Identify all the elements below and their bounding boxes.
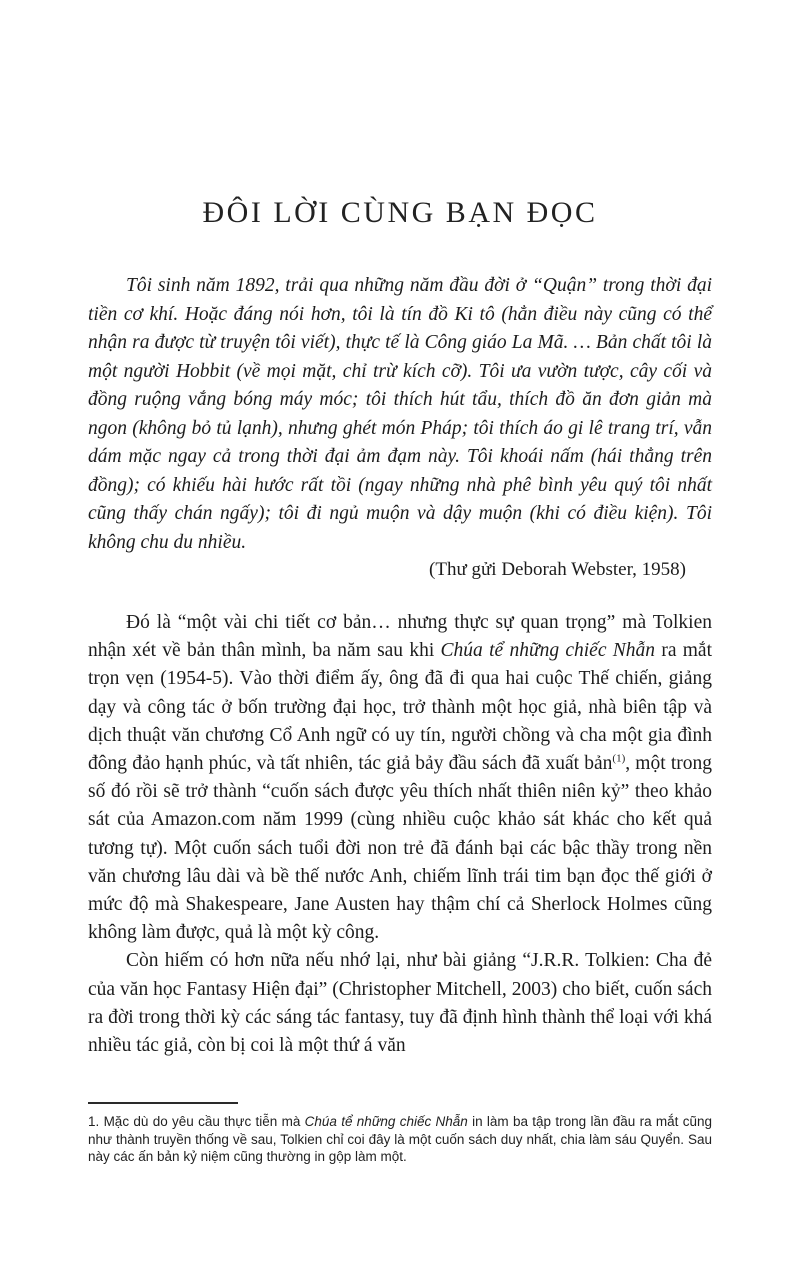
text-segment: Đó là “một vài chi tiết cơ bản… nhưng thực sự quan trọng” mà Tolkien nhận xét về bản thân mình, ba năm sau khi	[88, 612, 712, 662]
quote-paragraph	[88, 272, 712, 557]
body-paragraph-1	[88, 609, 712, 947]
text-segment: , một trong số đó rồi sẽ trở thành “cuốn sách được yêu thích nhất thiên niên kỷ” theo khảo sát của Amazon.com năm 1999 (cùng nhiều cuộc khảo sát khác cho kết quả tương tự). Một cuốn sách tuổi đời non trẻ đã đánh bại các bậc thầy trong nền văn chương lâu dài và bề thế nước Anh, chiếm lĩnh trái tim bạn đọc thế giới ở mức độ mà Shakespeare, Jane Austen hay thậm chí cả Sherlock Holmes cũng không làm được, quả là một kỳ công.	[88, 753, 713, 944]
quote-text: Tôi sinh năm 1892, trải qua những năm đầu đời ở “Quận” trong thời đại tiền cơ khí. Hoặc đáng nói hơn, tôi là tín đồ Ki tô (hẳn điều này cũng có thể nhận ra được từ truyện tôi viết), thực tế là Công giáo La Mã. … Bản chất tôi là một người Hobbit (về mọi mặt, chỉ trừ kích cỡ). Tôi ưa vườn tược, cây cối và đồng ruộng vắng bóng máy móc; tôi thích hút tẩu, thích đồ ăn đơn giản mà ngon (không bỏ tủ lạnh), nhưng ghét món Pháp; tôi thích áo gi lê trang trí, vẫn dám mặc ngay cả trong thời đại ảm đạm này. Tôi khoái nấm (hái thẳng trên đồng); có khiếu hài hước rất tồi (ngay những nhà phê bình yêu quý tôi nhất cũng thấy chán ngấy); tôi đi ngủ muộn và dậy muộn (khi có điều kiện). Tôi không chu du nhiều.	[88, 275, 712, 553]
page-title: ĐÔI LỜI CÙNG BẠN ĐỌC	[202, 196, 598, 229]
text-segment: ra mắt trọn vẹn (1954-5). Vào thời điểm ấy, ông đã đi qua hai cuộc Thế chiến, giảng dạy và công tác ở bốn trường đại học, trở thành một học giả, nhà biên tập và dịch thuật văn chương Cổ Anh ngữ có uy tín, người chồng và cha một gia đình đông đảo hạnh phúc, và tất nhiên, tác giả bảy đầu sách đã xuất bản	[88, 640, 713, 775]
text-segment: in làm ba tập trong lần đầu ra mắt cũng như thành truyền thống về sau, Tolkien chỉ coi đây là một cuốn sách duy nhất, chia làm sáu Quyển. Sau này các ấn bản kỷ niệm cũng thường in gộp làm một.	[88, 1114, 712, 1165]
body-paragraph-2	[88, 947, 712, 1060]
book-title-italic: Chúa tể những chiếc Nhẫn	[440, 640, 656, 662]
footnote-divider	[88, 1102, 238, 1104]
text-segment: Còn hiếm có hơn nữa nếu nhớ lại, như bài giảng “J.R.R. Tolkien: Cha đẻ của văn học Fantasy Hiện đại” (Christopher Mitchell, 2003) cho biết, cuốn sách ra đời trong thời kỳ các sáng tác fantasy, tuy đã định hình thành thể loại với khá nhiều tác giả, còn bị coi là một thứ á văn	[88, 950, 712, 1057]
footnote-text	[88, 1113, 712, 1166]
book-title-italic: Chúa tể những chiếc Nhẫn	[304, 1114, 468, 1130]
footnote-section	[88, 1102, 712, 1166]
quote-attribution: (Thư gửi Deborah Webster, 1958)	[429, 559, 686, 580]
footnote-marker: (1)	[612, 752, 626, 765]
text-segment: 1. Mặc dù do yêu cầu thực tiễn mà	[88, 1114, 305, 1130]
